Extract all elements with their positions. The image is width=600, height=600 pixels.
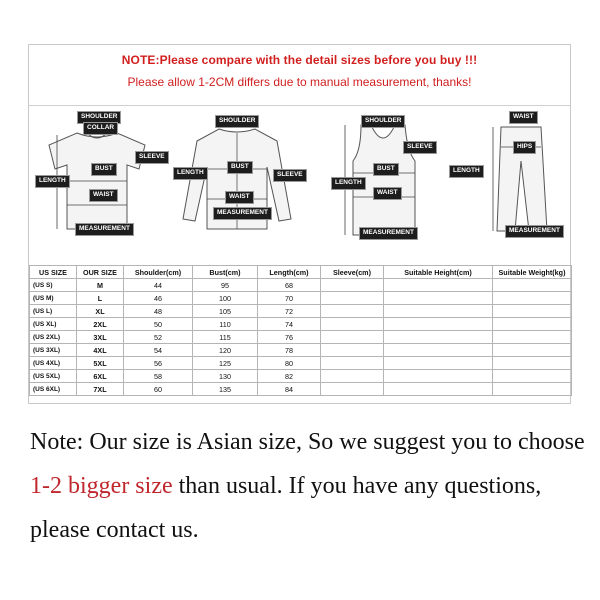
cell-shoulder: 44	[124, 279, 193, 292]
length-tag: LENGTH	[331, 177, 366, 190]
cell-us-size: (US 6XL)	[30, 383, 77, 396]
cell-shoulder: 56	[124, 357, 193, 370]
cell-height	[384, 383, 493, 396]
table-row	[30, 357, 572, 370]
cell-length: 74	[258, 318, 321, 331]
table-row	[30, 331, 572, 344]
garment-diagrams	[29, 105, 570, 257]
cell-bust: 100	[193, 292, 258, 305]
bust-tag: BUST	[227, 161, 253, 174]
cell-sleeve	[321, 279, 384, 292]
cell-length: 82	[258, 370, 321, 383]
cell-sleeve	[321, 357, 384, 370]
cell-shoulder: 48	[124, 305, 193, 318]
cell-our-size: XL	[77, 305, 124, 318]
cell-bust: 125	[193, 357, 258, 370]
size-chart-card	[28, 44, 571, 404]
waist-tag: WAIST	[509, 111, 538, 124]
hips-tag: HIPS	[513, 141, 536, 154]
cell-length: 84	[258, 383, 321, 396]
cell-shoulder: 46	[124, 292, 193, 305]
length-tag: LENGTH	[449, 165, 484, 178]
cell-our-size: 7XL	[77, 383, 124, 396]
cell-our-size: 4XL	[77, 344, 124, 357]
col-us-size: US SIZE	[30, 266, 77, 279]
cell-bust: 135	[193, 383, 258, 396]
cell-bust: 105	[193, 305, 258, 318]
table-row	[30, 305, 572, 318]
note-text-1: Note: Our size is Asian size, So we suggest you to choose	[30, 429, 585, 455]
shoulder-tag: SHOULDER	[361, 115, 405, 128]
col-length: Length(cm)	[258, 266, 321, 279]
cell-our-size: 6XL	[77, 370, 124, 383]
tank-diagram	[323, 111, 443, 251]
col-shoulder: Shoulder(cm)	[124, 266, 193, 279]
cell-length: 80	[258, 357, 321, 370]
measurement-tag: MEASUREMENT	[213, 207, 272, 220]
cell-height	[384, 357, 493, 370]
cell-length: 76	[258, 331, 321, 344]
cell-height	[384, 318, 493, 331]
tshirt-diagram	[35, 111, 165, 251]
cell-us-size: (US 5XL)	[30, 370, 77, 383]
cell-sleeve	[321, 383, 384, 396]
table-row	[30, 292, 572, 305]
cell-bust: 95	[193, 279, 258, 292]
cell-weight	[493, 305, 572, 318]
waist-tag: WAIST	[225, 191, 254, 204]
cell-length: 78	[258, 344, 321, 357]
shoulder-tag: SHOULDER	[215, 115, 259, 128]
shirt-diagram	[173, 111, 303, 251]
bust-tag: BUST	[91, 163, 117, 176]
cell-weight	[493, 357, 572, 370]
notice-banner	[29, 45, 570, 106]
table-row	[30, 344, 572, 357]
cell-sleeve	[321, 318, 384, 331]
cell-shoulder: 52	[124, 331, 193, 344]
cell-our-size: 2XL	[77, 318, 124, 331]
table-row	[30, 370, 572, 383]
cell-height	[384, 344, 493, 357]
measurement-tag: MEASUREMENT	[505, 225, 564, 238]
length-tag: LENGTH	[35, 175, 70, 188]
cell-weight	[493, 370, 572, 383]
cell-our-size: 3XL	[77, 331, 124, 344]
col-bust: Bust(cm)	[193, 266, 258, 279]
asian-size-note	[30, 420, 590, 552]
cell-our-size: 5XL	[77, 357, 124, 370]
measurement-tag: MEASUREMENT	[75, 223, 134, 236]
cell-shoulder: 60	[124, 383, 193, 396]
cell-us-size: (US 4XL)	[30, 357, 77, 370]
cell-height	[384, 370, 493, 383]
cell-weight	[493, 279, 572, 292]
cell-weight	[493, 383, 572, 396]
sleeve-tag: SLEEVE	[403, 141, 437, 154]
shoulder-tag: SHOULDER	[77, 111, 121, 124]
cell-length: 68	[258, 279, 321, 292]
cell-weight	[493, 331, 572, 344]
cell-our-size: L	[77, 292, 124, 305]
table-row	[30, 318, 572, 331]
cell-bust: 110	[193, 318, 258, 331]
cell-length: 70	[258, 292, 321, 305]
cell-our-size: M	[77, 279, 124, 292]
cell-us-size: (US 3XL)	[30, 344, 77, 357]
cell-sleeve	[321, 370, 384, 383]
waist-tag: WAIST	[89, 189, 118, 202]
pants-diagram	[449, 111, 567, 251]
cell-height	[384, 279, 493, 292]
sleeve-tag: SLEEVE	[135, 151, 169, 164]
table-row	[30, 279, 572, 292]
cell-bust: 120	[193, 344, 258, 357]
col-weight: Suitable Weight(kg)	[493, 266, 572, 279]
collar-tag: COLLAR	[83, 122, 118, 135]
cell-weight	[493, 318, 572, 331]
table-header-row	[30, 266, 572, 279]
cell-shoulder: 58	[124, 370, 193, 383]
cell-sleeve	[321, 344, 384, 357]
bust-tag: BUST	[373, 163, 399, 176]
cell-weight	[493, 344, 572, 357]
cell-us-size: (US XL)	[30, 318, 77, 331]
sleeve-tag: SLEEVE	[273, 169, 307, 182]
notice-line-1: NOTE:Please compare with the detail sizes before you buy !!!	[121, 53, 478, 67]
cell-us-size: (US M)	[30, 292, 77, 305]
cell-weight	[493, 292, 572, 305]
col-height: Suitable Height(cm)	[384, 266, 493, 279]
size-table	[29, 265, 572, 396]
cell-shoulder: 50	[124, 318, 193, 331]
cell-height	[384, 305, 493, 318]
cell-bust: 115	[193, 331, 258, 344]
col-sleeve: Sleeve(cm)	[321, 266, 384, 279]
cell-us-size: (US 2XL)	[30, 331, 77, 344]
cell-us-size: (US L)	[30, 305, 77, 318]
note-highlight: 1-2 bigger size	[30, 473, 173, 499]
cell-height	[384, 331, 493, 344]
waist-tag: WAIST	[373, 187, 402, 200]
cell-sleeve	[321, 331, 384, 344]
measurement-tag: MEASUREMENT	[359, 227, 418, 240]
cell-length: 72	[258, 305, 321, 318]
cell-bust: 130	[193, 370, 258, 383]
cell-shoulder: 54	[124, 344, 193, 357]
notice-line-2: Please allow 1-2CM differs due to manual measurement, thanks!	[127, 75, 472, 89]
note-text-2: than usual. If you have any questions, please contact us.	[30, 473, 542, 543]
cell-sleeve	[321, 292, 384, 305]
length-tag: LENGTH	[173, 167, 208, 180]
cell-us-size: (US S)	[30, 279, 77, 292]
table-row	[30, 383, 572, 396]
cell-sleeve	[321, 305, 384, 318]
cell-height	[384, 292, 493, 305]
col-our-size: OUR SIZE	[77, 266, 124, 279]
